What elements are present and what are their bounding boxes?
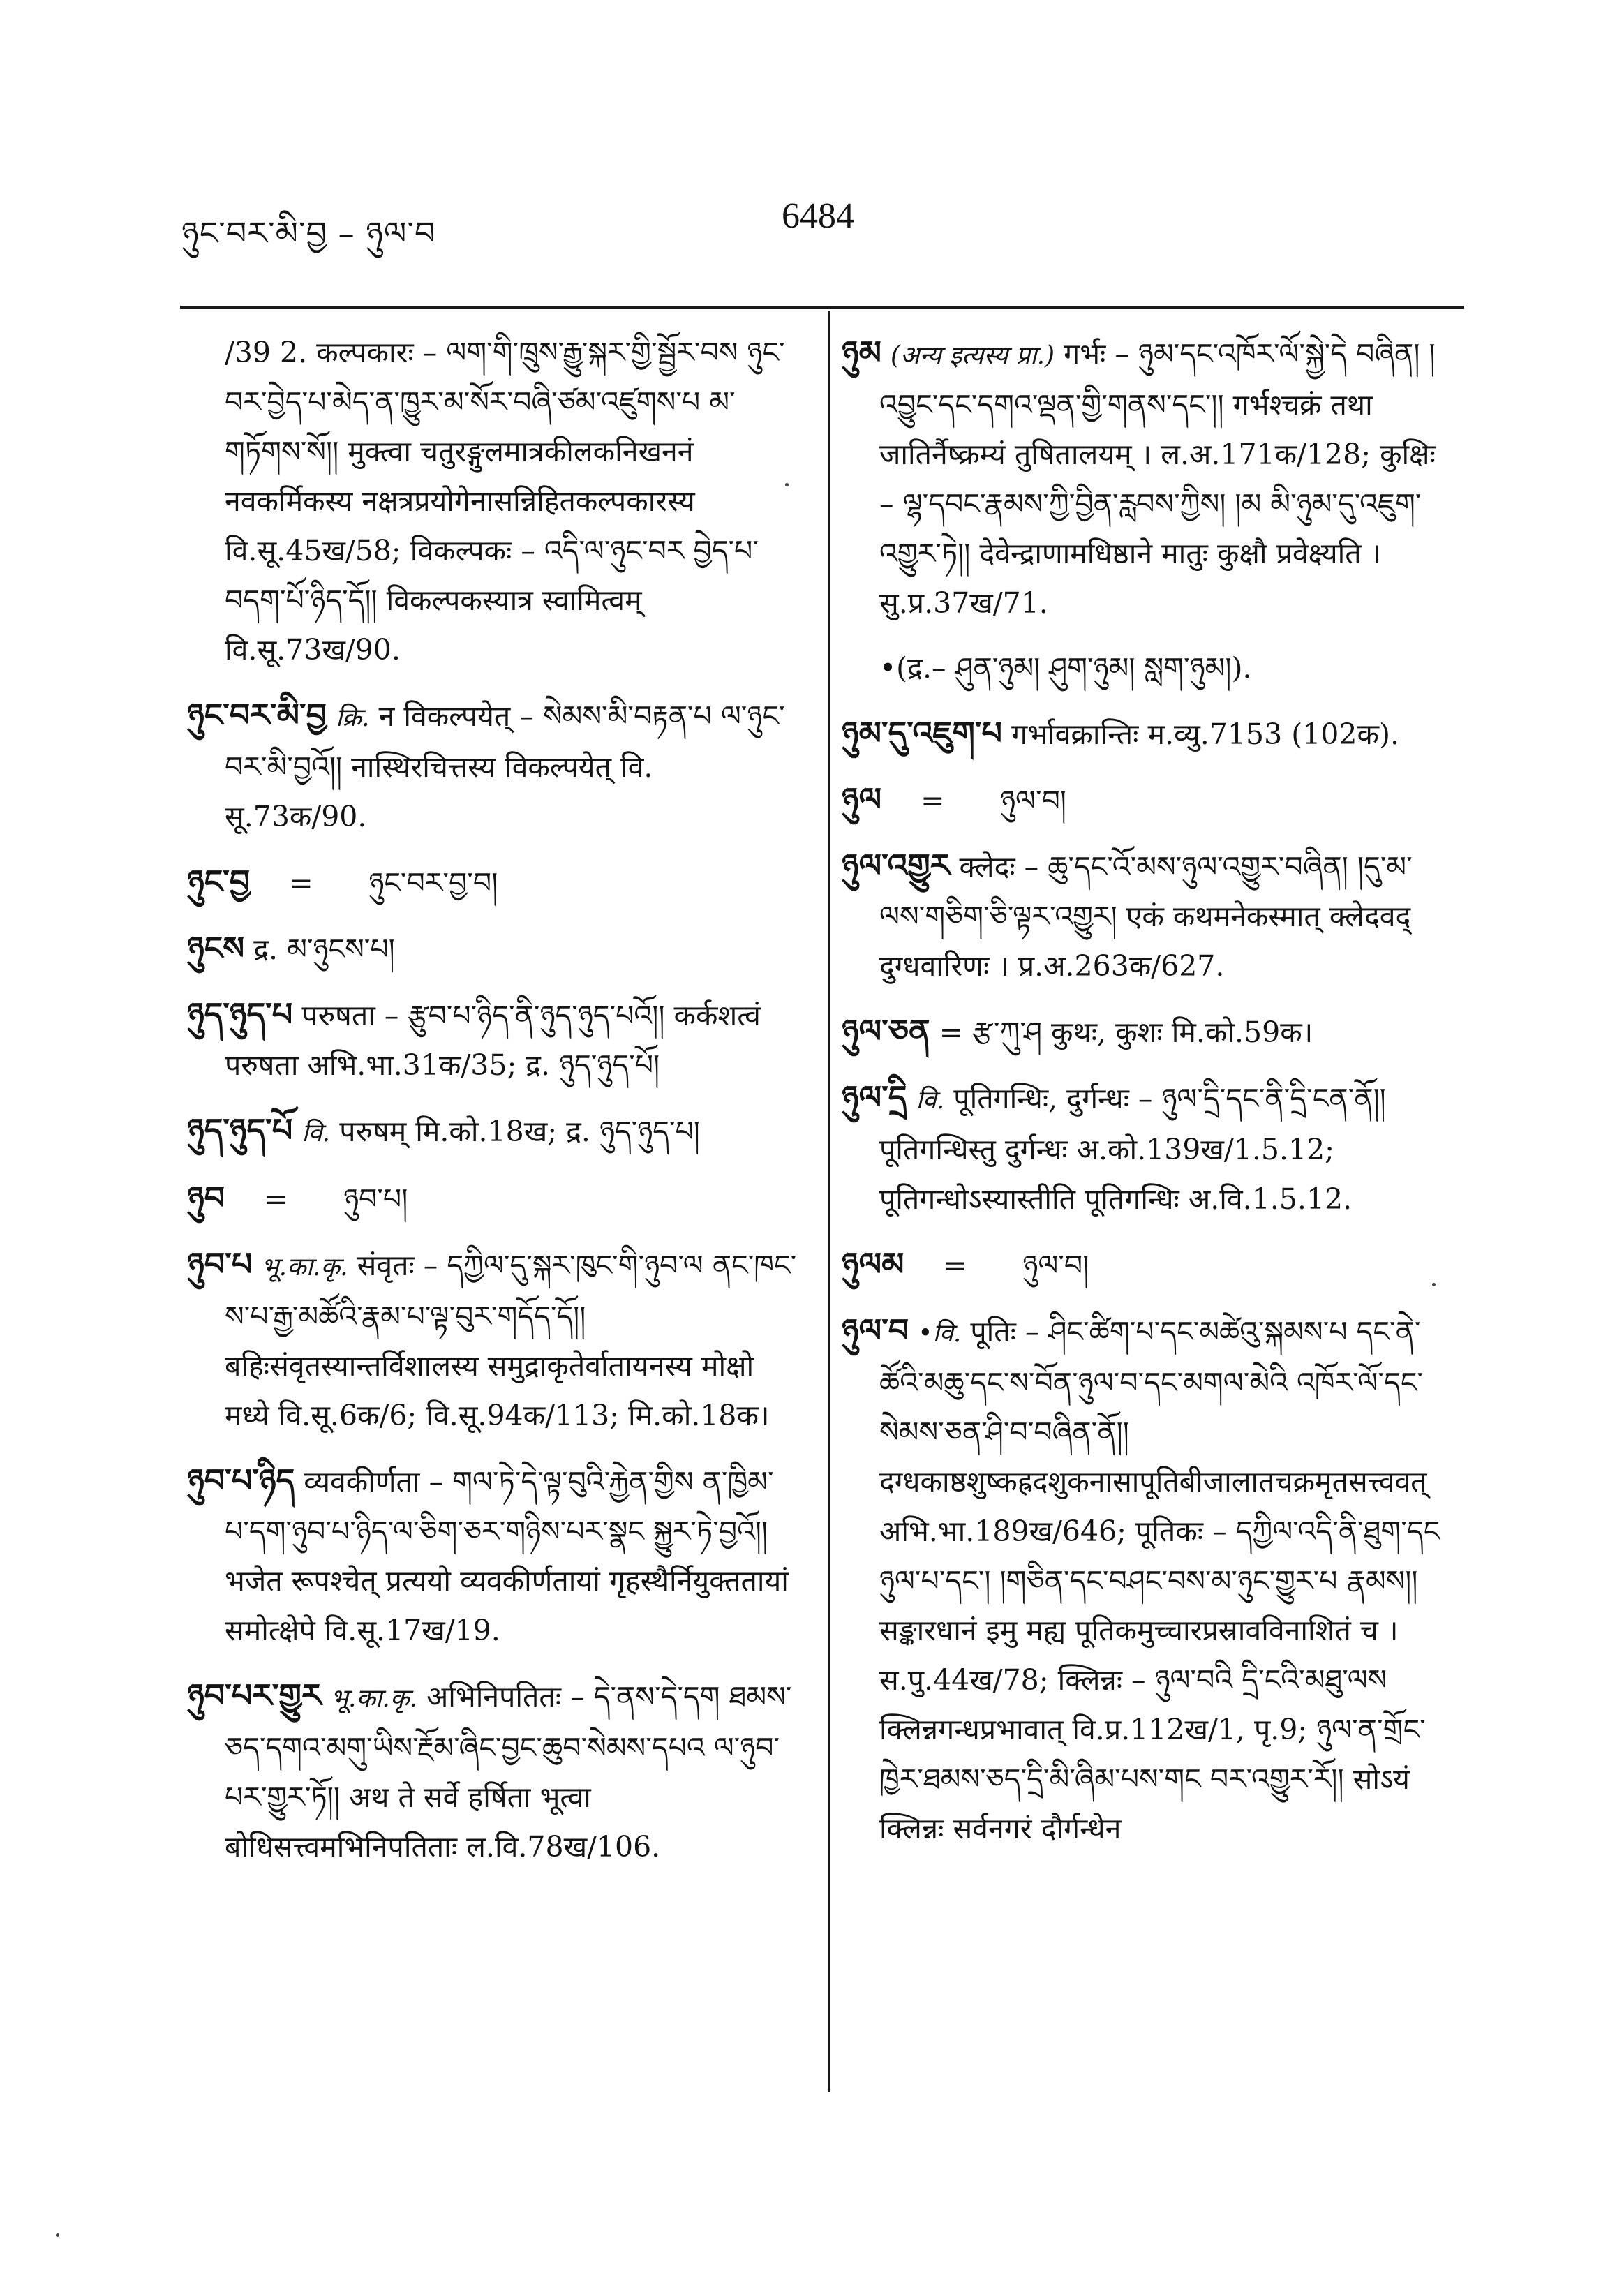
grammar-label: (अन्य इत्यस्य प्रा.): [890, 341, 1055, 370]
dictionary-entry: [842, 1073, 1449, 1224]
cross-reference-entry: ཉུང་བྱ = ཉུང་བར་བྱ་བ།: [187, 863, 498, 900]
headword: ཉུང་བྱ: [187, 863, 251, 900]
cross-reference-entry: ཉུལ = ཉུལ་བ།: [842, 780, 1066, 818]
dictionary-entry: [842, 841, 1449, 991]
dictionary-entry: [187, 990, 798, 1090]
headword: ཉུད་ཉུད་པ: [187, 995, 293, 1033]
headword: ཉུལ་དྲི: [842, 1078, 907, 1116]
entry-continuation: •(द्र.– ཤུན་ཉུམ། ཤུག་ཉུམ། སླག་ཉུམ།).: [879, 651, 1252, 685]
definition-text: परुषता – རྩུབ་པ་ཉིད་ནི་ཉུད་ཉུད་པའོ།། कर्कशत्वं परुषता अभि.भा.31क/35; द्र. ཉུད་ཉུད་པོ།: [225, 999, 761, 1082]
headword: ཉུམ: [842, 334, 881, 371]
headword: ཉུངས: [187, 929, 245, 967]
definition-text: व्यवकीर्णता – གལ་ཏེ་དེ་ལྟ་བུའི་རྐྱེན་གྱིས ན་ཁྱིམ་པ་དག་ཉུབ་པ་ཉིད་ལ་ཅིག་ཅར་གཉིས་པར་སྣང སྐྱུར་ཏེ་བྱའོ།། भजेत रूपश्चेत् प्रत्ययो व्यवकीर्णतायां गृहस्थैर्नियुक्ततायां समोत्क्षेपे वि.सू.17ख/19.: [225, 1465, 789, 1647]
headword: ཉུམ་དུ་འཇུག་པ: [842, 714, 1003, 752]
definition-text: द्र. མ་ཉུངས་པ།: [253, 932, 395, 966]
dictionary-entry: [187, 1456, 798, 1656]
cross-reference-entry: ཉུལམ = ཉུལ་བ།: [842, 1245, 1089, 1283]
definition-text: = རྩ་ཀུ་ཤ कुथः, कुशः मि.को.59क।: [939, 1016, 1313, 1049]
header-rule: [180, 306, 1464, 309]
headword: ཉུལ: [842, 780, 882, 818]
definition-text: गर्भावक्रान्तिः म.व्यु.7153 (102क).: [1011, 718, 1399, 751]
left-column: [187, 328, 798, 1887]
column-divider: [828, 311, 830, 2092]
definition-text: गर्भः – ཉུམ་དང་འཁོར་ལོ་སྐྱེ་དེ བཞིན། །འབྱུང་དང་དགའ་ལྡན་གྱི་གནས་དང་།། गर्भश्चक्रं तथा जातिर्नैष्क्रम्यं तुषितालयम् । ल.अ.171क/128; कुक्षिः – ལྷ་དབང་རྣམས་ཀྱི་བྱིན་རླབས་ཀྱིས། །མ མི་ཉུམ་དུ་འཇུག་འགྱུར་ཏེ།། देवेन्द्राणामधिष्ठाने मातुः कुक्षौ प्रवेक्ष्यति । सु.प्र.37ख/71.: [879, 337, 1436, 620]
page-number: 6484: [782, 196, 854, 236]
definition-text: क्लेदः – ཆུ་དང་འོ་མས་ཉུལ་འགྱུར་བཞིན། །དུ་མ་ལས་གཅིག་ཅི་ལྟར་འགྱུར། एकं कथमनेकस्मात् क्लेदवद् दुग्धवारिणः । प्र.अ.263क/627.: [879, 850, 1413, 983]
reference-target: ཉུལ་བ།: [1000, 784, 1066, 817]
dictionary-entry: [187, 1106, 798, 1158]
reference-target: ཉུལ་བ།: [1022, 1249, 1089, 1282]
definition-text: न विकल्पयेत् – སེམས་མི་བརྟན་པ ལ་ཉུང་བར་མི་བྱའོ།། नास्थिरचित्तस्य विकल्पयेत् वि. सू.73क/90.: [225, 699, 785, 833]
grammar-label: •वि.: [918, 1319, 962, 1348]
definition-text: पूतिः – ཤིང་ཚིག་པ་དང་མཚེའུ་སྐམས་པ དང་ནེ་ཚོའི་མཆུ་དང་ས་བོན་ཉུལ་བ་དང་མགལ་མེའི འཁོར་ལོ་དང་སེམས་ཅན་ཤི་བ་བཞིན་ནོ།། दग्धकाष्ठशुष्कह्रदशुकनासापूतिबीजालातचक्रमृतसत्त्ववत् अभि.भा.189ख/646; पूतिकः – དཀྱིལ་འདི་ནི་ཐུག་དང ཉུལ་པ་དང་། །གཅིན་དང་བཤང་བས་མ་ཉུང་གྱུར་པ རྣམས།། सङ्कारधानं इमु मह्य पूतिकमुच्चारप्रस्रावविनाशितं च । स.पु.44ख/78; क्लिन्नः – ཉུལ་བའི དྲི་ངའི་མཐུ་ལས क्लिन्नगन्धप्रभावात् वि.प्र.112ख/1, पृ.9; ཉུལ་ན་གྲོང་ཁྱེར་ཐམས་ཅད་དྲི་མི་ཞིམ་པས་གང བར་འགྱུར་རོ།། सोऽयं क्लिन्नः सर्वनगरं दौर्गन्धेन: [879, 1315, 1440, 1845]
dictionary-entry: [842, 708, 1449, 759]
print-speck: [1432, 1283, 1436, 1286]
headword: ཉུལ་བ: [842, 1311, 909, 1349]
cross-reference-entry: ཉུབ = ཉུབ་པ།: [187, 1179, 408, 1217]
definition-text: संवृतः – དཀྱིལ་དུ་སྐར་ཁུང་གི་ཉུབ་ལ ནང་ཁང་ས་པ་རྒྱ་མཚོའི་རྣམ་པ་ལྟ་བུར་གདོད་དོ།། बहिःसंवृतस्यान्तर्विशालस्य समुद्राकृतेर्वातायनस्य मोक्षो मध्ये वि.सू.6क/6; वि.सू.94क/113; मि.को.18क।: [225, 1249, 797, 1432]
dictionary-entry: [842, 1306, 1449, 1854]
reference-target: ཉུང་བར་བྱ་བ།: [368, 866, 498, 900]
grammar-label: वि.: [916, 1086, 945, 1115]
headword: ཉུང་བར་མི་བྱ: [187, 696, 327, 734]
dictionary-entry: [187, 923, 798, 974]
dictionary-entry: [187, 690, 798, 842]
headword: ཉུབ: [187, 1179, 225, 1217]
print-speck: [785, 483, 789, 486]
entry-continuation: /39 2. कल्पकारः – ལག་གི་ཁྲུས་རྒྱུ་སྐར་གྱི་སྦྱོར་བས ཉུང་བར་བྱེད་པ་མེད་ན་ཁྱུར་མ་སོར་བཞི་ཙམ་འཛུགས་པ མ་གཏོགས་སོ།། मुक्त्वा चतुरङ्गुलमात्रकीलकनिखननं नवकर्मिकस्य नक्षत्रप्रयोगेनासन्निहितकल्पकारस्य वि.सू.45ख/58; विकल्पकः – འདི་ལ་ཉུང་བར བྱེད་པ་བདག་པོ་ཉིད་དོ།། विकल्पकस्यात्र स्वामित्वम् वि.सू.73ख/90.: [225, 336, 785, 667]
grammar-label: भू.का.कृ.: [261, 1253, 348, 1281]
headword: ཉུལ་འགྱུར: [842, 847, 951, 884]
reference-target: ཉུབ་པ།: [343, 1182, 408, 1216]
dictionary-entry: [187, 1240, 798, 1441]
definition-text: परुषम् मि.को.18ख; द्र. ཉུད་ཉུད་པ།: [339, 1115, 700, 1148]
grammar-label: वि.: [301, 1119, 331, 1147]
headword: ཉུད་ཉུད་པོ: [187, 1111, 293, 1149]
grammar-label: क्रि.: [336, 704, 370, 732]
headword: ཉུལ་ཅན: [842, 1012, 930, 1050]
dictionary-entry: [842, 1006, 1449, 1057]
headword: ཉུབ་པ་ཉིད: [187, 1462, 295, 1499]
running-header: [181, 188, 1463, 251]
definition-text: अभिनिपतितः – དེ་ནས་དེ་དག ཐམས་ཅད་དགའ་མགུ་ཡིས་རྔོམ་ཞིང་བྱང་ཆུབ་སེམས་དཔའ ལ་ཉུབ་པར་གྱུར་ཏོ།། अथ ते सर्वे हर्षिता भूत्वा बोधिसत्त्वमभिनिपतिताः ल.वि.78ख/106.: [225, 1680, 792, 1864]
print-speck: [56, 2233, 59, 2237]
header-guide-words: ཉུང་བར་མི་བྱ – ཉུལ་བ: [181, 214, 436, 252]
headword: ཉུལམ: [842, 1245, 904, 1283]
dictionary-entry: [842, 328, 1449, 628]
right-column: [842, 328, 1449, 1869]
headword: ཉུབ་པར་གྱུར: [187, 1676, 322, 1714]
definition-text: पूतिगन्धिः, दुर्गन्धः – ཉུལ་དྲི་དང་ནི་དྲི་ངན་ནོ།། पूतिगन्धिस्तु दुर्गन्धः अ.को.139ख/1.5.12; पूतिगन्धोऽस्यास्तीति पूतिगन्धिः अ.वि.1.5.12.: [879, 1082, 1386, 1216]
grammar-label: भू.का.कृ.: [330, 1684, 417, 1713]
dictionary-entry: [187, 1671, 798, 1872]
headword: ཉུབ་པ: [187, 1245, 253, 1283]
